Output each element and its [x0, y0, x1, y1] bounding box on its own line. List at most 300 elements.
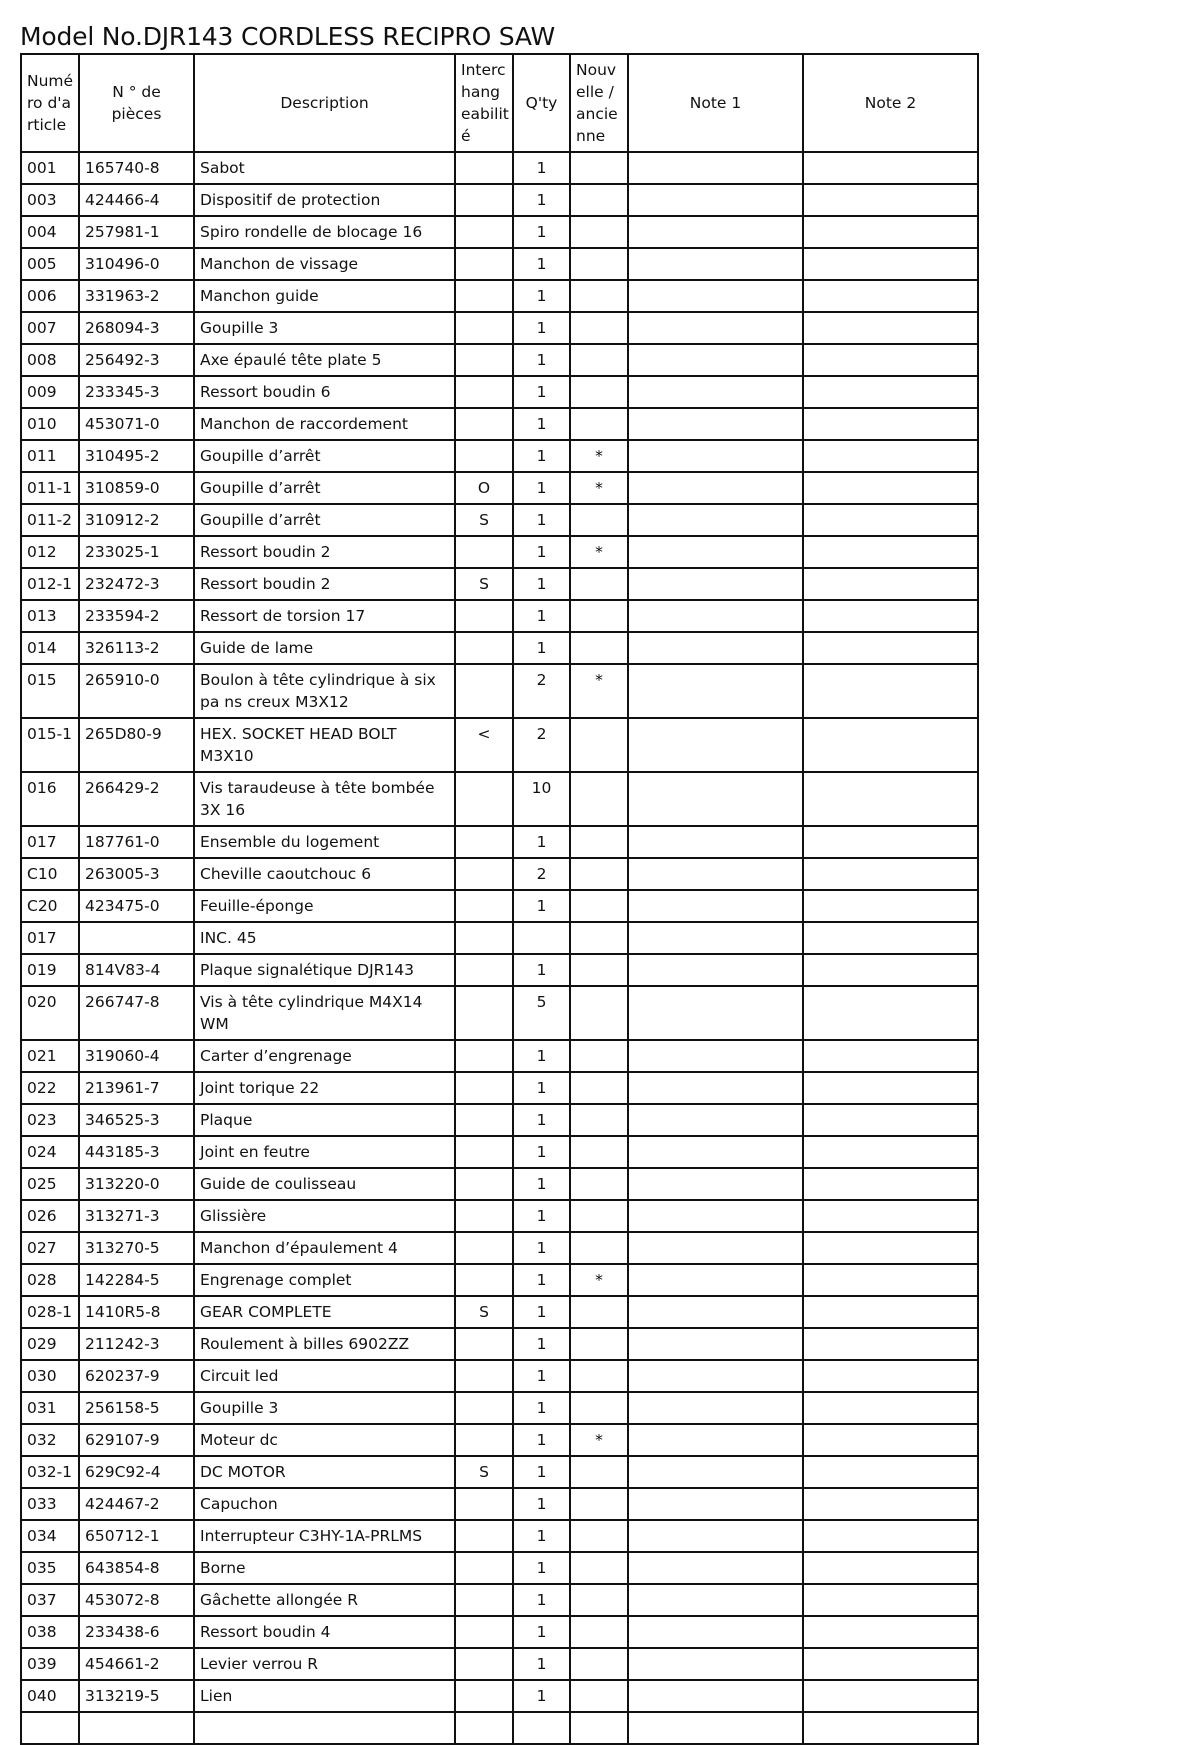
cell-item-no: 011-2 — [21, 504, 79, 536]
cell-item-no: 026 — [21, 1200, 79, 1232]
cell-item-no: 017 — [21, 826, 79, 858]
cell-qty: 1 — [513, 376, 570, 408]
cell-interchangeability — [455, 376, 513, 408]
cell-note-2 — [803, 1456, 978, 1488]
cell-note-2 — [803, 376, 978, 408]
cell-note-2 — [803, 1584, 978, 1616]
cell-part-no: 233438-6 — [79, 1616, 194, 1648]
cell-interchangeability: S — [455, 568, 513, 600]
cell-interchangeability — [455, 184, 513, 216]
cell-interchangeability — [455, 1712, 513, 1744]
cell-qty: 1 — [513, 344, 570, 376]
cell-new-old — [570, 1552, 628, 1584]
table-row — [21, 1296, 978, 1328]
cell-note-2 — [803, 184, 978, 216]
cell-qty: 1 — [513, 568, 570, 600]
cell-interchangeability — [455, 1168, 513, 1200]
cell-part-no: 453072-8 — [79, 1584, 194, 1616]
cell-note-1 — [628, 344, 803, 376]
cell-note-1 — [628, 1616, 803, 1648]
cell-note-1 — [628, 1680, 803, 1712]
cell-part-no: 310912-2 — [79, 504, 194, 536]
cell-new-old — [570, 858, 628, 890]
cell-part-no: 233594-2 — [79, 600, 194, 632]
cell-part-no: 319060-4 — [79, 1040, 194, 1072]
cell-description: Borne — [194, 1552, 455, 1584]
cell-note-1 — [628, 1584, 803, 1616]
cell-part-no: 265910-0 — [79, 664, 194, 718]
cell-note-2 — [803, 772, 978, 826]
cell-interchangeability — [455, 1584, 513, 1616]
cell-description: Sabot — [194, 152, 455, 184]
cell-item-no: 034 — [21, 1520, 79, 1552]
header-note-2: Note 2 — [803, 54, 978, 152]
cell-description: Joint en feutre — [194, 1136, 455, 1168]
cell-description: Manchon guide — [194, 280, 455, 312]
cell-item-no: 012-1 — [21, 568, 79, 600]
cell-description: Plaque signalétique DJR143 — [194, 954, 455, 986]
table-row — [21, 1392, 978, 1424]
cell-item-no: 012 — [21, 536, 79, 568]
table-row — [21, 1136, 978, 1168]
cell-description: Goupille d’arrêt — [194, 440, 455, 472]
cell-part-no: 142284-5 — [79, 1264, 194, 1296]
table-row — [21, 216, 978, 248]
cell-note-2 — [803, 1712, 978, 1744]
cell-description: Manchon d’épaulement 4 — [194, 1232, 455, 1264]
cell-note-2 — [803, 1648, 978, 1680]
cell-new-old — [570, 826, 628, 858]
cell-description: HEX. SOCKET HEAD BOLT M3X10 — [194, 718, 455, 772]
table-row — [21, 376, 978, 408]
cell-interchangeability — [455, 1200, 513, 1232]
table-row — [21, 954, 978, 986]
cell-qty: 1 — [513, 408, 570, 440]
cell-interchangeability: < — [455, 718, 513, 772]
cell-note-2 — [803, 1680, 978, 1712]
cell-qty: 1 — [513, 1520, 570, 1552]
cell-interchangeability — [455, 344, 513, 376]
cell-interchangeability — [455, 1488, 513, 1520]
cell-item-no: 028 — [21, 1264, 79, 1296]
cell-description: GEAR COMPLETE — [194, 1296, 455, 1328]
cell-interchangeability — [455, 1072, 513, 1104]
cell-part-no: 257981-1 — [79, 216, 194, 248]
cell-note-1 — [628, 858, 803, 890]
cell-item-no: 035 — [21, 1552, 79, 1584]
table-row — [21, 1040, 978, 1072]
cell-part-no: 326113-2 — [79, 632, 194, 664]
cell-item-no: 028-1 — [21, 1296, 79, 1328]
cell-item-no: C10 — [21, 858, 79, 890]
cell-note-2 — [803, 536, 978, 568]
cell-new-old — [570, 1456, 628, 1488]
header-new-old: Nouv elle / ancie nne — [570, 54, 628, 152]
cell-new-old: * — [570, 440, 628, 472]
cell-note-2 — [803, 1488, 978, 1520]
cell-qty: 5 — [513, 986, 570, 1040]
cell-part-no: 313271-3 — [79, 1200, 194, 1232]
cell-qty: 2 — [513, 718, 570, 772]
document-title: Model No.DJR143 CORDLESS RECIPRO SAW — [20, 22, 555, 51]
cell-note-2 — [803, 440, 978, 472]
cell-interchangeability — [455, 1392, 513, 1424]
cell-item-no: 040 — [21, 1680, 79, 1712]
cell-interchangeability: S — [455, 504, 513, 536]
cell-part-no: 443185-3 — [79, 1136, 194, 1168]
cell-item-no: 029 — [21, 1328, 79, 1360]
cell-new-old: * — [570, 664, 628, 718]
table-row — [21, 1264, 978, 1296]
cell-note-2 — [803, 954, 978, 986]
cell-new-old — [570, 600, 628, 632]
table-row — [21, 1232, 978, 1264]
cell-note-1 — [628, 1200, 803, 1232]
header-item-no: Numé ro d'a rticle — [21, 54, 79, 152]
cell-new-old — [570, 1328, 628, 1360]
cell-new-old — [570, 1136, 628, 1168]
cell-interchangeability — [455, 536, 513, 568]
cell-note-1 — [628, 248, 803, 280]
cell-part-no: 256158-5 — [79, 1392, 194, 1424]
cell-note-2 — [803, 826, 978, 858]
cell-note-1 — [628, 152, 803, 184]
cell-note-1 — [628, 184, 803, 216]
cell-part-no: 643854-8 — [79, 1552, 194, 1584]
cell-qty: 1 — [513, 1072, 570, 1104]
table-row — [21, 1456, 978, 1488]
cell-description: Moteur dc — [194, 1424, 455, 1456]
cell-part-no: 424466-4 — [79, 184, 194, 216]
cell-part-no: 165740-8 — [79, 152, 194, 184]
cell-note-1 — [628, 1296, 803, 1328]
cell-description: Engrenage complet — [194, 1264, 455, 1296]
cell-note-2 — [803, 632, 978, 664]
cell-item-no: 015 — [21, 664, 79, 718]
cell-note-2 — [803, 1264, 978, 1296]
cell-item-no: 008 — [21, 344, 79, 376]
cell-note-1 — [628, 1264, 803, 1296]
cell-note-1 — [628, 312, 803, 344]
cell-note-2 — [803, 1296, 978, 1328]
cell-interchangeability — [455, 1520, 513, 1552]
cell-description: Glissière — [194, 1200, 455, 1232]
cell-description: Cheville caoutchouc 6 — [194, 858, 455, 890]
cell-qty: 1 — [513, 826, 570, 858]
cell-note-2 — [803, 280, 978, 312]
cell-new-old: * — [570, 536, 628, 568]
cell-new-old: * — [570, 472, 628, 504]
cell-note-2 — [803, 568, 978, 600]
cell-note-2 — [803, 600, 978, 632]
table-row — [21, 1584, 978, 1616]
cell-new-old — [570, 954, 628, 986]
table-row — [21, 1200, 978, 1232]
cell-part-no: 629107-9 — [79, 1424, 194, 1456]
table-row — [21, 1616, 978, 1648]
cell-interchangeability — [455, 922, 513, 954]
cell-item-no: 020 — [21, 986, 79, 1040]
cell-new-old — [570, 408, 628, 440]
cell-description: Levier verrou R — [194, 1648, 455, 1680]
cell-item-no: 011-1 — [21, 472, 79, 504]
cell-interchangeability — [455, 890, 513, 922]
cell-note-2 — [803, 344, 978, 376]
cell-qty: 1 — [513, 1232, 570, 1264]
cell-qty: 10 — [513, 772, 570, 826]
cell-qty: 1 — [513, 280, 570, 312]
table-row — [21, 408, 978, 440]
cell-note-1 — [628, 954, 803, 986]
cell-item-no: 009 — [21, 376, 79, 408]
table-row — [21, 632, 978, 664]
table-row — [21, 504, 978, 536]
cell-item-no: 033 — [21, 1488, 79, 1520]
table-row — [21, 1552, 978, 1584]
cell-description: Circuit led — [194, 1360, 455, 1392]
cell-item-no: 017 — [21, 922, 79, 954]
table-row — [21, 772, 978, 826]
cell-new-old — [570, 216, 628, 248]
table-row — [21, 344, 978, 376]
cell-part-no: 424467-2 — [79, 1488, 194, 1520]
cell-interchangeability — [455, 1104, 513, 1136]
cell-interchangeability — [455, 1648, 513, 1680]
cell-qty: 1 — [513, 1616, 570, 1648]
cell-description: Lien — [194, 1680, 455, 1712]
header-part-no: N ° de pièces — [79, 54, 194, 152]
cell-note-1 — [628, 664, 803, 718]
cell-interchangeability — [455, 152, 513, 184]
cell-note-2 — [803, 1232, 978, 1264]
cell-qty: 1 — [513, 504, 570, 536]
cell-item-no: 001 — [21, 152, 79, 184]
cell-note-2 — [803, 664, 978, 718]
cell-note-2 — [803, 890, 978, 922]
cell-qty: 1 — [513, 248, 570, 280]
cell-note-1 — [628, 1360, 803, 1392]
cell-interchangeability: S — [455, 1456, 513, 1488]
cell-item-no: 010 — [21, 408, 79, 440]
cell-description: Guide de lame — [194, 632, 455, 664]
cell-interchangeability — [455, 986, 513, 1040]
cell-description: Interrupteur C3HY-1A-PRLMS — [194, 1520, 455, 1552]
cell-part-no: 232472-3 — [79, 568, 194, 600]
cell-interchangeability — [455, 1328, 513, 1360]
cell-new-old — [570, 922, 628, 954]
cell-interchangeability — [455, 280, 513, 312]
cell-part-no: 650712-1 — [79, 1520, 194, 1552]
header-interchangeability: Interc hang eabilit é — [455, 54, 513, 152]
cell-qty: 1 — [513, 1552, 570, 1584]
cell-description: Ressort boudin 2 — [194, 536, 455, 568]
cell-note-1 — [628, 1424, 803, 1456]
cell-note-1 — [628, 1648, 803, 1680]
cell-note-2 — [803, 1136, 978, 1168]
cell-note-2 — [803, 472, 978, 504]
cell-item-no: 032-1 — [21, 1456, 79, 1488]
cell-note-1 — [628, 1168, 803, 1200]
cell-part-no: 310859-0 — [79, 472, 194, 504]
cell-qty: 1 — [513, 152, 570, 184]
cell-new-old — [570, 718, 628, 772]
table-row — [21, 600, 978, 632]
cell-qty: 1 — [513, 1584, 570, 1616]
cell-qty — [513, 922, 570, 954]
cell-interchangeability — [455, 1552, 513, 1584]
cell-description — [194, 1712, 455, 1744]
cell-item-no: 016 — [21, 772, 79, 826]
table-row — [21, 1680, 978, 1712]
table-row — [21, 1648, 978, 1680]
cell-item-no: 037 — [21, 1584, 79, 1616]
cell-note-2 — [803, 1328, 978, 1360]
table-row — [21, 922, 978, 954]
cell-note-2 — [803, 1392, 978, 1424]
table-row — [21, 664, 978, 718]
cell-item-no: 005 — [21, 248, 79, 280]
cell-qty: 1 — [513, 632, 570, 664]
cell-interchangeability — [455, 1136, 513, 1168]
cell-description: Feuille-éponge — [194, 890, 455, 922]
table-row — [21, 152, 978, 184]
cell-interchangeability — [455, 408, 513, 440]
table-row — [21, 1520, 978, 1552]
cell-part-no: 310495-2 — [79, 440, 194, 472]
cell-new-old — [570, 1616, 628, 1648]
cell-interchangeability — [455, 216, 513, 248]
cell-qty: 1 — [513, 312, 570, 344]
cell-note-1 — [628, 1040, 803, 1072]
cell-note-2 — [803, 1552, 978, 1584]
cell-note-1 — [628, 1328, 803, 1360]
cell-note-2 — [803, 1616, 978, 1648]
cell-item-no: 024 — [21, 1136, 79, 1168]
table-row — [21, 248, 978, 280]
cell-note-2 — [803, 718, 978, 772]
cell-interchangeability — [455, 632, 513, 664]
cell-new-old — [570, 1296, 628, 1328]
cell-note-1 — [628, 718, 803, 772]
cell-item-no: 022 — [21, 1072, 79, 1104]
cell-interchangeability — [455, 1040, 513, 1072]
cell-note-1 — [628, 408, 803, 440]
cell-interchangeability: S — [455, 1296, 513, 1328]
cell-note-1 — [628, 986, 803, 1040]
cell-interchangeability — [455, 1232, 513, 1264]
cell-description: Ressort boudin 4 — [194, 1616, 455, 1648]
cell-new-old — [570, 1520, 628, 1552]
cell-note-2 — [803, 1072, 978, 1104]
cell-interchangeability — [455, 440, 513, 472]
cell-item-no: 021 — [21, 1040, 79, 1072]
cell-interchangeability — [455, 312, 513, 344]
cell-new-old — [570, 986, 628, 1040]
cell-description: Ressort boudin 2 — [194, 568, 455, 600]
cell-note-1 — [628, 1136, 803, 1168]
cell-description: Ressort de torsion 17 — [194, 600, 455, 632]
cell-note-2 — [803, 312, 978, 344]
table-row — [21, 312, 978, 344]
cell-interchangeability — [455, 248, 513, 280]
cell-new-old — [570, 1040, 628, 1072]
cell-item-no: 039 — [21, 1648, 79, 1680]
table-row — [21, 986, 978, 1040]
cell-new-old — [570, 344, 628, 376]
cell-qty: 1 — [513, 536, 570, 568]
cell-qty: 1 — [513, 954, 570, 986]
cell-note-1 — [628, 1456, 803, 1488]
header-qty: Q'ty — [513, 54, 570, 152]
cell-part-no: 814V83-4 — [79, 954, 194, 986]
cell-description: Capuchon — [194, 1488, 455, 1520]
cell-part-no: 263005-3 — [79, 858, 194, 890]
cell-part-no: 331963-2 — [79, 280, 194, 312]
cell-item-no: 015-1 — [21, 718, 79, 772]
cell-new-old — [570, 1168, 628, 1200]
cell-note-1 — [628, 772, 803, 826]
cell-qty: 1 — [513, 1360, 570, 1392]
cell-qty: 1 — [513, 600, 570, 632]
cell-new-old — [570, 890, 628, 922]
cell-new-old — [570, 504, 628, 536]
cell-description: Axe épaulé tête plate 5 — [194, 344, 455, 376]
table-row — [21, 440, 978, 472]
cell-part-no — [79, 922, 194, 954]
cell-qty: 1 — [513, 1136, 570, 1168]
cell-description: Goupille 3 — [194, 1392, 455, 1424]
cell-note-1 — [628, 1520, 803, 1552]
cell-note-2 — [803, 922, 978, 954]
cell-description: INC. 45 — [194, 922, 455, 954]
cell-part-no: 629C92-4 — [79, 1456, 194, 1488]
cell-part-no: 454661-2 — [79, 1648, 194, 1680]
cell-description: Goupille d’arrêt — [194, 504, 455, 536]
cell-qty: 1 — [513, 1648, 570, 1680]
cell-note-1 — [628, 1392, 803, 1424]
cell-note-2 — [803, 152, 978, 184]
cell-qty: 1 — [513, 440, 570, 472]
cell-qty: 1 — [513, 472, 570, 504]
cell-part-no: 256492-3 — [79, 344, 194, 376]
cell-note-1 — [628, 1712, 803, 1744]
table-row — [21, 1360, 978, 1392]
cell-item-no: 007 — [21, 312, 79, 344]
cell-qty: 2 — [513, 664, 570, 718]
cell-description: DC MOTOR — [194, 1456, 455, 1488]
cell-part-no: 211242-3 — [79, 1328, 194, 1360]
cell-new-old — [570, 1488, 628, 1520]
cell-item-no: 004 — [21, 216, 79, 248]
table-row — [21, 1104, 978, 1136]
cell-note-1 — [628, 216, 803, 248]
table-row — [21, 536, 978, 568]
cell-description: Manchon de raccordement — [194, 408, 455, 440]
cell-note-1 — [628, 890, 803, 922]
cell-qty: 1 — [513, 1488, 570, 1520]
table-row — [21, 184, 978, 216]
cell-new-old — [570, 248, 628, 280]
cell-part-no: 266747-8 — [79, 986, 194, 1040]
cell-note-1 — [628, 1104, 803, 1136]
table-row — [21, 1328, 978, 1360]
cell-interchangeability — [455, 1424, 513, 1456]
header-description: Description — [194, 54, 455, 152]
header-note-1: Note 1 — [628, 54, 803, 152]
cell-note-2 — [803, 1040, 978, 1072]
table-row — [21, 1488, 978, 1520]
cell-note-2 — [803, 1360, 978, 1392]
